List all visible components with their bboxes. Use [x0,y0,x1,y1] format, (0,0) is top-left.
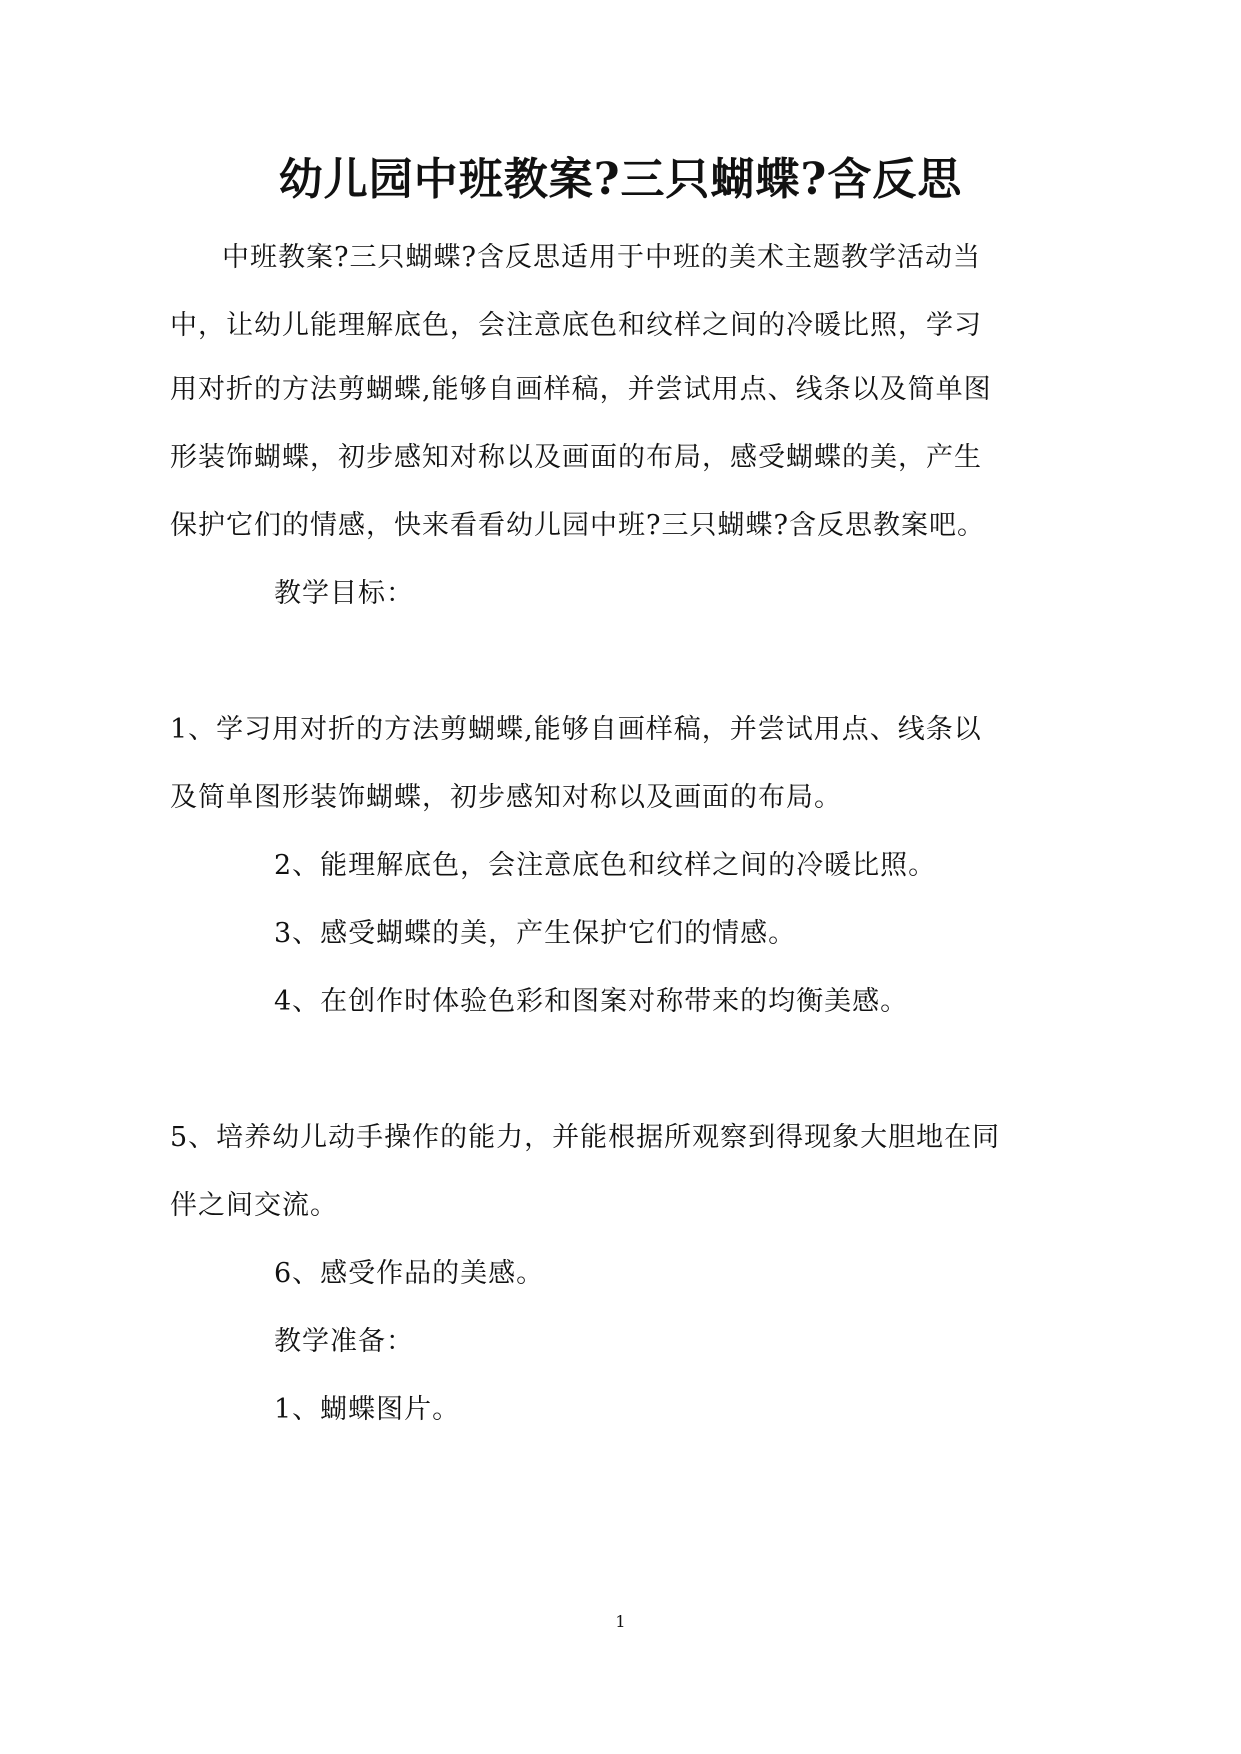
goal-2: 2、能理解底色，会注意底色和纹样之间的冷暖比照。 [274,850,937,881]
goals-heading: 教学目标： [274,578,414,609]
page-number: 1 [615,1612,626,1631]
goal-5-line-1: 5、培养幼儿动手操作的能力，并能根据所观察到得现象大胆地在同 [170,1122,1001,1153]
goal-1-line-1: 1、学习用对折的方法剪蝴蝶,能够自画样稿，并尝试用点、线条以 [170,714,982,745]
goal-5-line-2: 伴之间交流。 [170,1190,338,1221]
goal-3: 3、感受蝴蝶的美，产生保护它们的情感。 [274,918,797,949]
intro-line-5: 保护它们的情感，快来看看幼儿园中班?三只蝴蝶?含反思教案吧。 [170,510,985,541]
prep-item-1: 1、蝴蝶图片。 [274,1394,461,1425]
intro-line-4: 形装饰蝴蝶，初步感知对称以及画面的布局，感受蝴蝶的美，产生 [170,442,982,473]
intro-line-3: 用对折的方法剪蝴蝶,能够自画样稿，并尝试用点、线条以及简单图 [170,374,992,405]
goal-4: 4、在创作时体验色彩和图案对称带来的均衡美感。 [274,986,909,1017]
document-title: 幼儿园中班教案?三只蝴蝶?含反思 [278,154,963,205]
goal-6: 6、感受作品的美感。 [274,1258,545,1289]
intro-line-2: 中，让幼儿能理解底色，会注意底色和纹样之间的冷暖比照，学习 [170,310,982,341]
goal-1-line-2: 及简单图形装饰蝴蝶，初步感知对称以及画面的布局。 [170,782,842,813]
prep-heading: 教学准备： [274,1326,414,1357]
intro-line-1: 中班教案?三只蝴蝶?含反思适用于中班的美术主题教学活动当 [222,242,981,273]
